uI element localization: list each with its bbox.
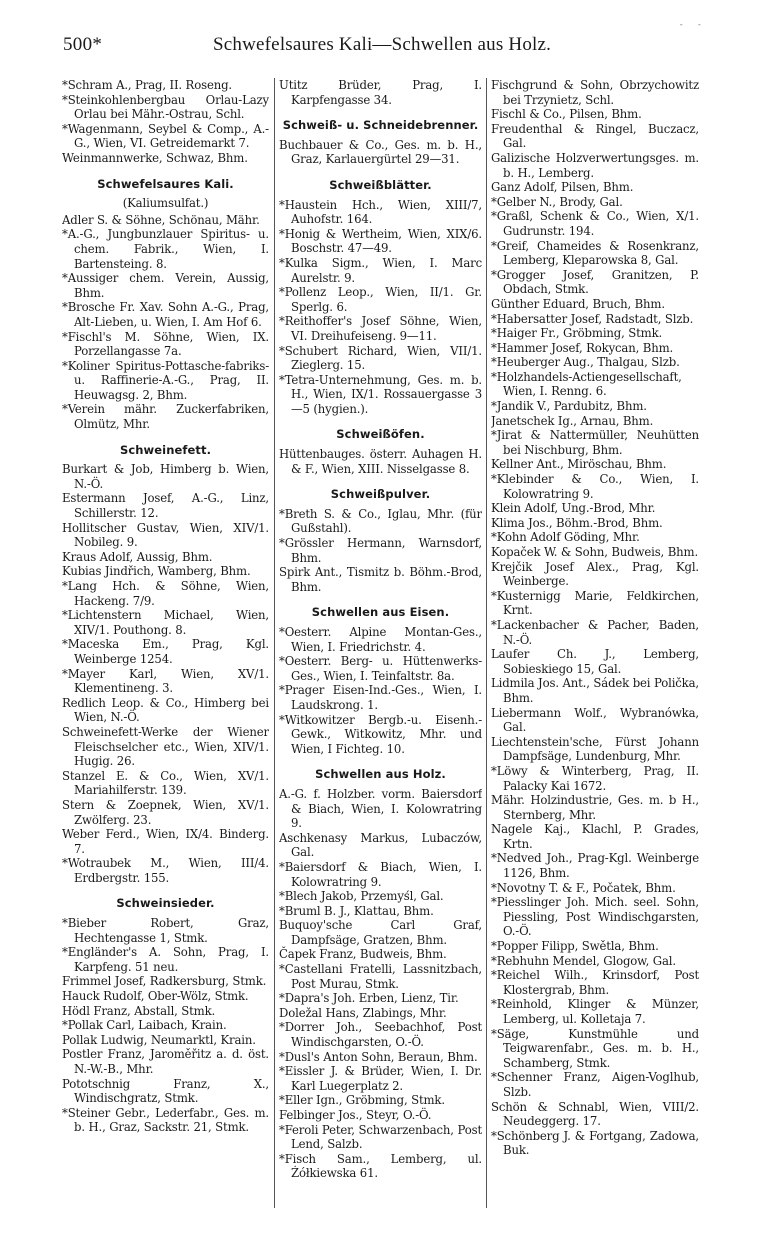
column-rule-left [274,78,275,1208]
directory-entry: Stanzel E. & Co., Wien, XV/1. Mariahilferstr. 139. [62,768,269,798]
directory-entry: *Holzhandels-Actiengesellschaft, Wien, I. Renng. 6. [491,369,682,399]
directory-entry: Lidmila Jos. Ant., Sádek bei Polička, Bhm. [491,676,699,705]
column-right [491,78,699,1218]
directory-entry: *Eissler J. & Brüder, Wien, I. Dr. Karl Luegerplatz 2. [279,1064,482,1093]
directory-entry: *Löwy & Winterberg, Prag, II. Palacky Kai 1672. [491,763,699,793]
directory-entry: *Popper Filipp, Swětla, Bhm. [491,939,659,954]
directory-entry: *Nedved Joh., Prag-Kgl. Weinberge 1126, Bhm. [491,851,699,881]
directory-entry: Liechtenstein'sche, Fürst Johann Dampfsäge, Lundenburg, Mhr. [491,734,699,764]
directory-entry: Pototschnig Franz, X., Windischgratz, Stmk. [62,1076,269,1106]
directory-entry: Mähr. Holzindustrie, Ges. m. b H., Sternberg, Mhr. [491,793,699,822]
directory-entry: Hödl Franz, Abstall, Stmk. [62,1003,216,1018]
entry-list [279,78,482,107]
directory-entry: Estermann Josef, A.-G., Linz, Schillerstr. 12. [62,491,269,521]
entry-list [279,198,482,417]
directory-entry: *Lichtenstern Michael, Wien, XIV/1. Pouthong. 8. [62,608,269,637]
section-heading: Schweinsieder. [116,896,215,911]
directory-entry: *Schubert Richard, Wien, VII/1. Zieglerg. 15. [279,343,482,373]
entry-list [279,507,482,595]
entry-list [62,78,269,166]
directory-entry: *Haiger Fr., Gröbming, Stmk. [491,326,663,341]
directory-entry: Felbinger Jos., Steyr, O.-Ö. [279,1108,432,1122]
directory-entry: Kellner Ant., Miröschau, Bhm. [491,457,667,472]
directory-entry: Frimmel Josef, Radkersburg, Stmk. [62,974,267,989]
directory-entry: *Bieber Robert, Graz, Hechtengasse 1, Stmk. [62,916,269,945]
directory-entry: Laufer Ch. J., Lemberg, Sobieskiego 15, Gal. [491,647,699,676]
directory-entry: Doležal Hans, Zlabings, Mhr. [279,1005,447,1020]
directory-entry: *Schenner Franz, Aigen-Voglhub, Slzb. [491,1070,699,1099]
directory-entry: *Graßl, Schenk & Co., Wien, X/1. Gudrunstr. 194. [491,209,699,238]
directory-entry: *Oesterr. Berg- u. Hüttenwerks-Ges., Wien, I. Teinfaltstr. 8a. [279,654,482,683]
directory-entry: *Prager Eisen-Ind.-Ges., Wien, I. Laudskrong. 1. [279,683,482,712]
directory-entry: *Brosche Fr. Xav. Sohn A.-G., Prag, Alt-Lieben, u. Wien, I. Am Hof 6. [62,300,269,329]
page-header [63,34,703,60]
directory-entry: Schön & Schnabl, Wien, VIII/2. Neudeggerg. 17. [491,1099,699,1129]
directory-entry: Schweinefett-Werke der Wiener Fleischselcher etc., Wien, XIV/1. Hugig. 26. [62,724,269,769]
entry-list [62,213,269,432]
entry-list [62,462,269,885]
directory-entry: Galizische Holzverwertungsges. m. b. H., Lemberg. [491,150,699,180]
directory-entry: Stern & Zoepnek, Wien, XV/1. Zwölferg. 23. [62,797,269,827]
directory-entry: Krejčik Josef Alex., Prag, Kgl. Weinberge. [491,559,699,589]
directory-entry: Janetschek Ig., Arnau, Bhm. [491,413,654,428]
section-heading: Schweinefett. [119,442,212,457]
entry-list [62,916,269,1135]
directory-entry: Klima Jos., Böhm.-Brod, Bhm. [491,515,663,530]
directory-entry: *Wagenmann, Seybel & Comp., A.-G., Wien, VI. Getreidemarkt 7. [62,121,269,151]
directory-entry: *Bruml B. J., Klattau, Bhm. [279,903,434,918]
section-heading: Schweiß- u. Schneidebrenner. [282,118,479,133]
directory-entry: *Breth S. & Co., Iglau, Mhr. (für Gußstahl). [279,506,482,536]
directory-entry: Spirk Ant., Tismitz b. Böhm.-Brod, Bhm. [279,565,482,594]
entry-list [279,447,482,476]
directory-entry: *Schram A., Prag, II. Roseng. [62,78,232,92]
directory-entry: Günther Eduard, Bruch, Bhm. [491,296,665,311]
directory-entry: Hauck Rudolf, Ober-Wölz, Stmk. [62,989,249,1004]
directory-entry: *Fisch Sam., Lemberg, ul. Żółkiewska 61. [279,1151,482,1181]
directory-entry: *Säge, Kunstmühle und Teigwarenfabr., Ges. m. b. H., Schamberg, Stmk. [491,1026,699,1070]
directory-entry: *Piesslinger Joh. Mich. seel. Sohn, Piessling, Post Windischgarsten, O.-Ö. [491,895,699,939]
directory-entry: *Dusl's Anton Sohn, Beraun, Bhm. [279,1049,478,1064]
directory-entry: *Kulka Sigm., Wien, I. Marc Aurelstr. 9. [279,255,482,285]
directory-entry: *Blech Jakob, Przemyśl, Gal. [279,889,444,904]
directory-entry: *Lang Hch. & Söhne, Wien, Hackeng. 7/9. [62,579,269,608]
directory-entry: *Eller Ign., Gröbming, Stmk. [279,1093,445,1108]
section-heading: Schweißblätter. [329,177,432,192]
directory-entry: Weber Ferd., Wien, IX/4. Binderg. 7. [62,827,269,856]
entry-list [491,78,699,1158]
directory-entry: *Hammer Josef, Rokycan, Bhm. [491,340,674,355]
directory-entry: *Grogger Josef, Granitzen, P. Obdach, Stmk. [491,267,699,297]
entry-list [279,138,482,167]
directory-entry: *Lackenbacher & Pacher, Baden, N.-Ö. [491,617,699,647]
directory-entry: *Haustein Hch., Wien, XIII/7, Auhofstr. 164. [279,197,482,227]
directory-entry: *Mayer Karl, Wien, XV/1. Klementineng. 3. [62,666,269,696]
directory-entry: Kraus Adolf, Aussig, Bhm. [62,549,213,564]
directory-entry: *Koliner Spiritus-Pottasche-fabriks- u. Raffinerie-A.-G., Prag, II. Heuwagsg. 2, Bhm. [62,358,269,402]
directory-entry: *Novotny T. & F., Počatek, Bhm. [491,880,676,895]
directory-entry: Weinmannwerke, Schwaz, Bhm. [62,150,248,165]
directory-entry: Kubias Jindřich, Wamberg, Bhm. [62,564,251,579]
directory-entry: *Heuberger Aug., Thalgau, Slzb. [491,355,680,370]
directory-entry: Fischgrund & Sohn, Obrzychowitz bei Trzynietz, Schl. [491,78,699,107]
directory-entry: Hüttenbauges. österr. Auhagen H. & F., Wien, XIII. Nisselgasse 8. [279,447,482,476]
section-subheading: (Kaliumsulfat.) [122,196,209,211]
directory-entry: A.-G. f. Holzber. vorm. Baiersdorf & Biach, Wien, I. Kolowratring 9. [279,786,482,831]
directory-entry: *Greif, Chameides & Rosenkranz, Lemberg, Kleparowska 8, Gal. [491,238,699,268]
directory-entry: *Steiner Gebr., Lederfabr., Ges. m. b. H., Graz, Sackstr. 21, Stmk. [62,1105,269,1135]
directory-entry: *Dapra's Joh. Erben, Lienz, Tir. [279,991,459,1006]
directory-entry: *Verein mähr. Zuckerfabriken, Olmütz, Mhr. [62,402,269,432]
directory-entry: Utitz Brüder, Prag, I. Karpfengasse 34. [279,78,482,107]
column-left [62,78,269,1218]
corner-mark: - - [679,20,707,30]
section-heading: Schweißöfen. [336,427,425,442]
entry-list [279,625,482,756]
directory-entry: *Habersatter Josef, Radstadt, Slzb. [491,311,694,326]
directory-entry: *Pollenz Leop., Wien, II/1. Gr. Sperlg. 6. [279,285,482,314]
directory-entry: *Baiersdorf & Biach, Wien, I. Kolowratring 9. [279,859,482,889]
directory-entry: Postler Franz, Jaroměřitz a. d. öst. N.-W.-B., Mhr. [62,1047,269,1076]
directory-entry: Aschkenasy Markus, Lubaczów, Gal. [279,830,482,860]
directory-entry: Liebermann Wolf., Wybranówka, Gal. [491,705,699,735]
directory-entry: *Engländer's A. Sohn, Prag, I. Karpfeng. 51 neu. [62,945,269,974]
entry-list [279,787,482,1181]
section-heading: Schwefelsaures Kali. [97,176,234,191]
directory-entry: Buchbauer & Co., Ges. m. b. H., Graz, Karlauergürtel 29—31. [279,137,482,167]
directory-entry: *Gelber N., Brody, Gal. [491,194,623,209]
column-middle [279,78,482,1218]
directory-entry: *Rebhuhn Mendel, Glogow, Gal. [491,953,676,968]
directory-entry: *Reithoffer's Josef Söhne, Wien, VI. Dreihufeiseng. 9—11. [279,314,482,343]
running-head: Schwefelsaures Kali—Schwellen aus Holz. [213,34,552,55]
section-heading: Schwellen aus Holz. [315,767,446,782]
directory-entry: *Honig & Wertheim, Wien, XIX/6. Boschstr. 47—49. [279,226,482,256]
directory-entry: Kopaček W. & Sohn, Budweis, Bhm. [491,545,699,559]
directory-entry: *Fischl's M. Söhne, Wien, IX. Porzellangasse 7a. [62,329,269,359]
directory-entry: *Grössler Hermann, Warnsdorf, Bhm. [279,536,482,565]
directory-entry: *Jandik V., Pardubitz, Bhm. [491,399,647,414]
directory-entry: *Kusternigg Marie, Feldkirchen, Krnt. [491,588,699,618]
directory-entry: *Oesterr. Alpine Montan-Ges., Wien, I. Friedrichstr. 4. [279,625,482,654]
directory-entry: *Reichel Wilh., Krinsdorf, Post Klostergrab, Bhm. [491,968,699,997]
directory-entry: Buquoy'sche Carl Graf, Dampfsäge, Gratzen, Bhm. [279,918,482,947]
directory-entry: Čapek Franz, Budweis, Bhm. [279,947,447,962]
directory-entry: *Klebinder & Co., Wien, I. Kolowratring 9. [491,472,699,501]
section-heading: Schwellen aus Eisen. [311,605,450,620]
column-rule-right [486,78,487,1208]
directory-entry: *Tetra-Unternehmung, Ges. m. b. H., Wien, IX/1. Rossauergasse 3—5 (hygien.). [279,372,482,416]
directory-entry: Burkart & Job, Himberg b. Wien, N.-Ö. [62,462,269,491]
directory-entry: *Feroli Peter, Schwarzenbach, Post Lend, Salzb. [279,1122,482,1152]
directory-entry: Hollitscher Gustav, Wien, XIV/1. Nobileg. 9. [62,520,269,550]
directory-entry: Freudenthal & Ringel, Buczacz, Gal. [491,121,699,151]
directory-entry: *Dorrer Joh., Seebachhof, Post Windischgarsten, O.-Ö. [279,1020,482,1050]
directory-entry: Redlich Leop. & Co., Himberg bei Wien, N.-Ö. [62,695,269,725]
directory-entry: *Pollak Carl, Laibach, Krain. [62,1018,227,1033]
page-number: 500* [63,34,103,55]
directory-entry: Ganz Adolf, Pilsen, Bhm. [491,180,634,195]
directory-entry: Pollak Ludwig, Neumarktl, Krain. [62,1032,256,1047]
directory-entry: Adler S. & Söhne, Schönau, Mähr. [62,212,260,227]
directory-entry: *Schönberg J. & Fortgang, Zadowa, Buk. [491,1128,699,1158]
directory-entry: Fischl & Co., Pilsen, Bhm. [491,107,642,122]
directory-entry: *Reinhold, Klinger & Münzer, Lemberg, ul. Kolletaja 7. [491,997,699,1026]
directory-entry: *A.-G., Jungbunzlauer Spiritus- u. chem. Fabrik., Wien, I. Bartensteing. 8. [62,227,269,271]
directory-entry: *Steinkohlenbergbau Orlau-Lazy Orlau bei Mähr.-Ostrau, Schl. [62,92,269,122]
directory-entry: *Castellani Fratelli, Lassnitzbach, Post Murau, Stmk. [279,962,482,991]
directory-entry: *Kohn Adolf Göding, Mhr. [491,530,640,545]
directory-entry: *Wotraubek M., Wien, III/4. Erdbergstr. 155. [62,856,269,885]
directory-entry: *Witkowitzer Bergb.-u. Eisenh.-Gewk., Witkowitz, Mhr. und Wien, I Fichteg. 10. [279,712,482,756]
directory-entry: *Jirat & Nattermüller, Neuhütten bei Nischburg, Bhm. [491,428,699,457]
directory-entry: *Aussiger chem. Verein, Aussig, Bhm. [62,271,269,300]
directory-entry: *Maceska Em., Prag, Kgl. Weinberge 1254. [62,637,269,666]
directory-entry: Nagele Kaj., Klachl, P. Grades, Krtn. [491,822,699,851]
directory-entry: Klein Adolf, Ung.-Brod, Mhr. [491,501,656,516]
section-heading: Schweißpulver. [330,487,431,502]
